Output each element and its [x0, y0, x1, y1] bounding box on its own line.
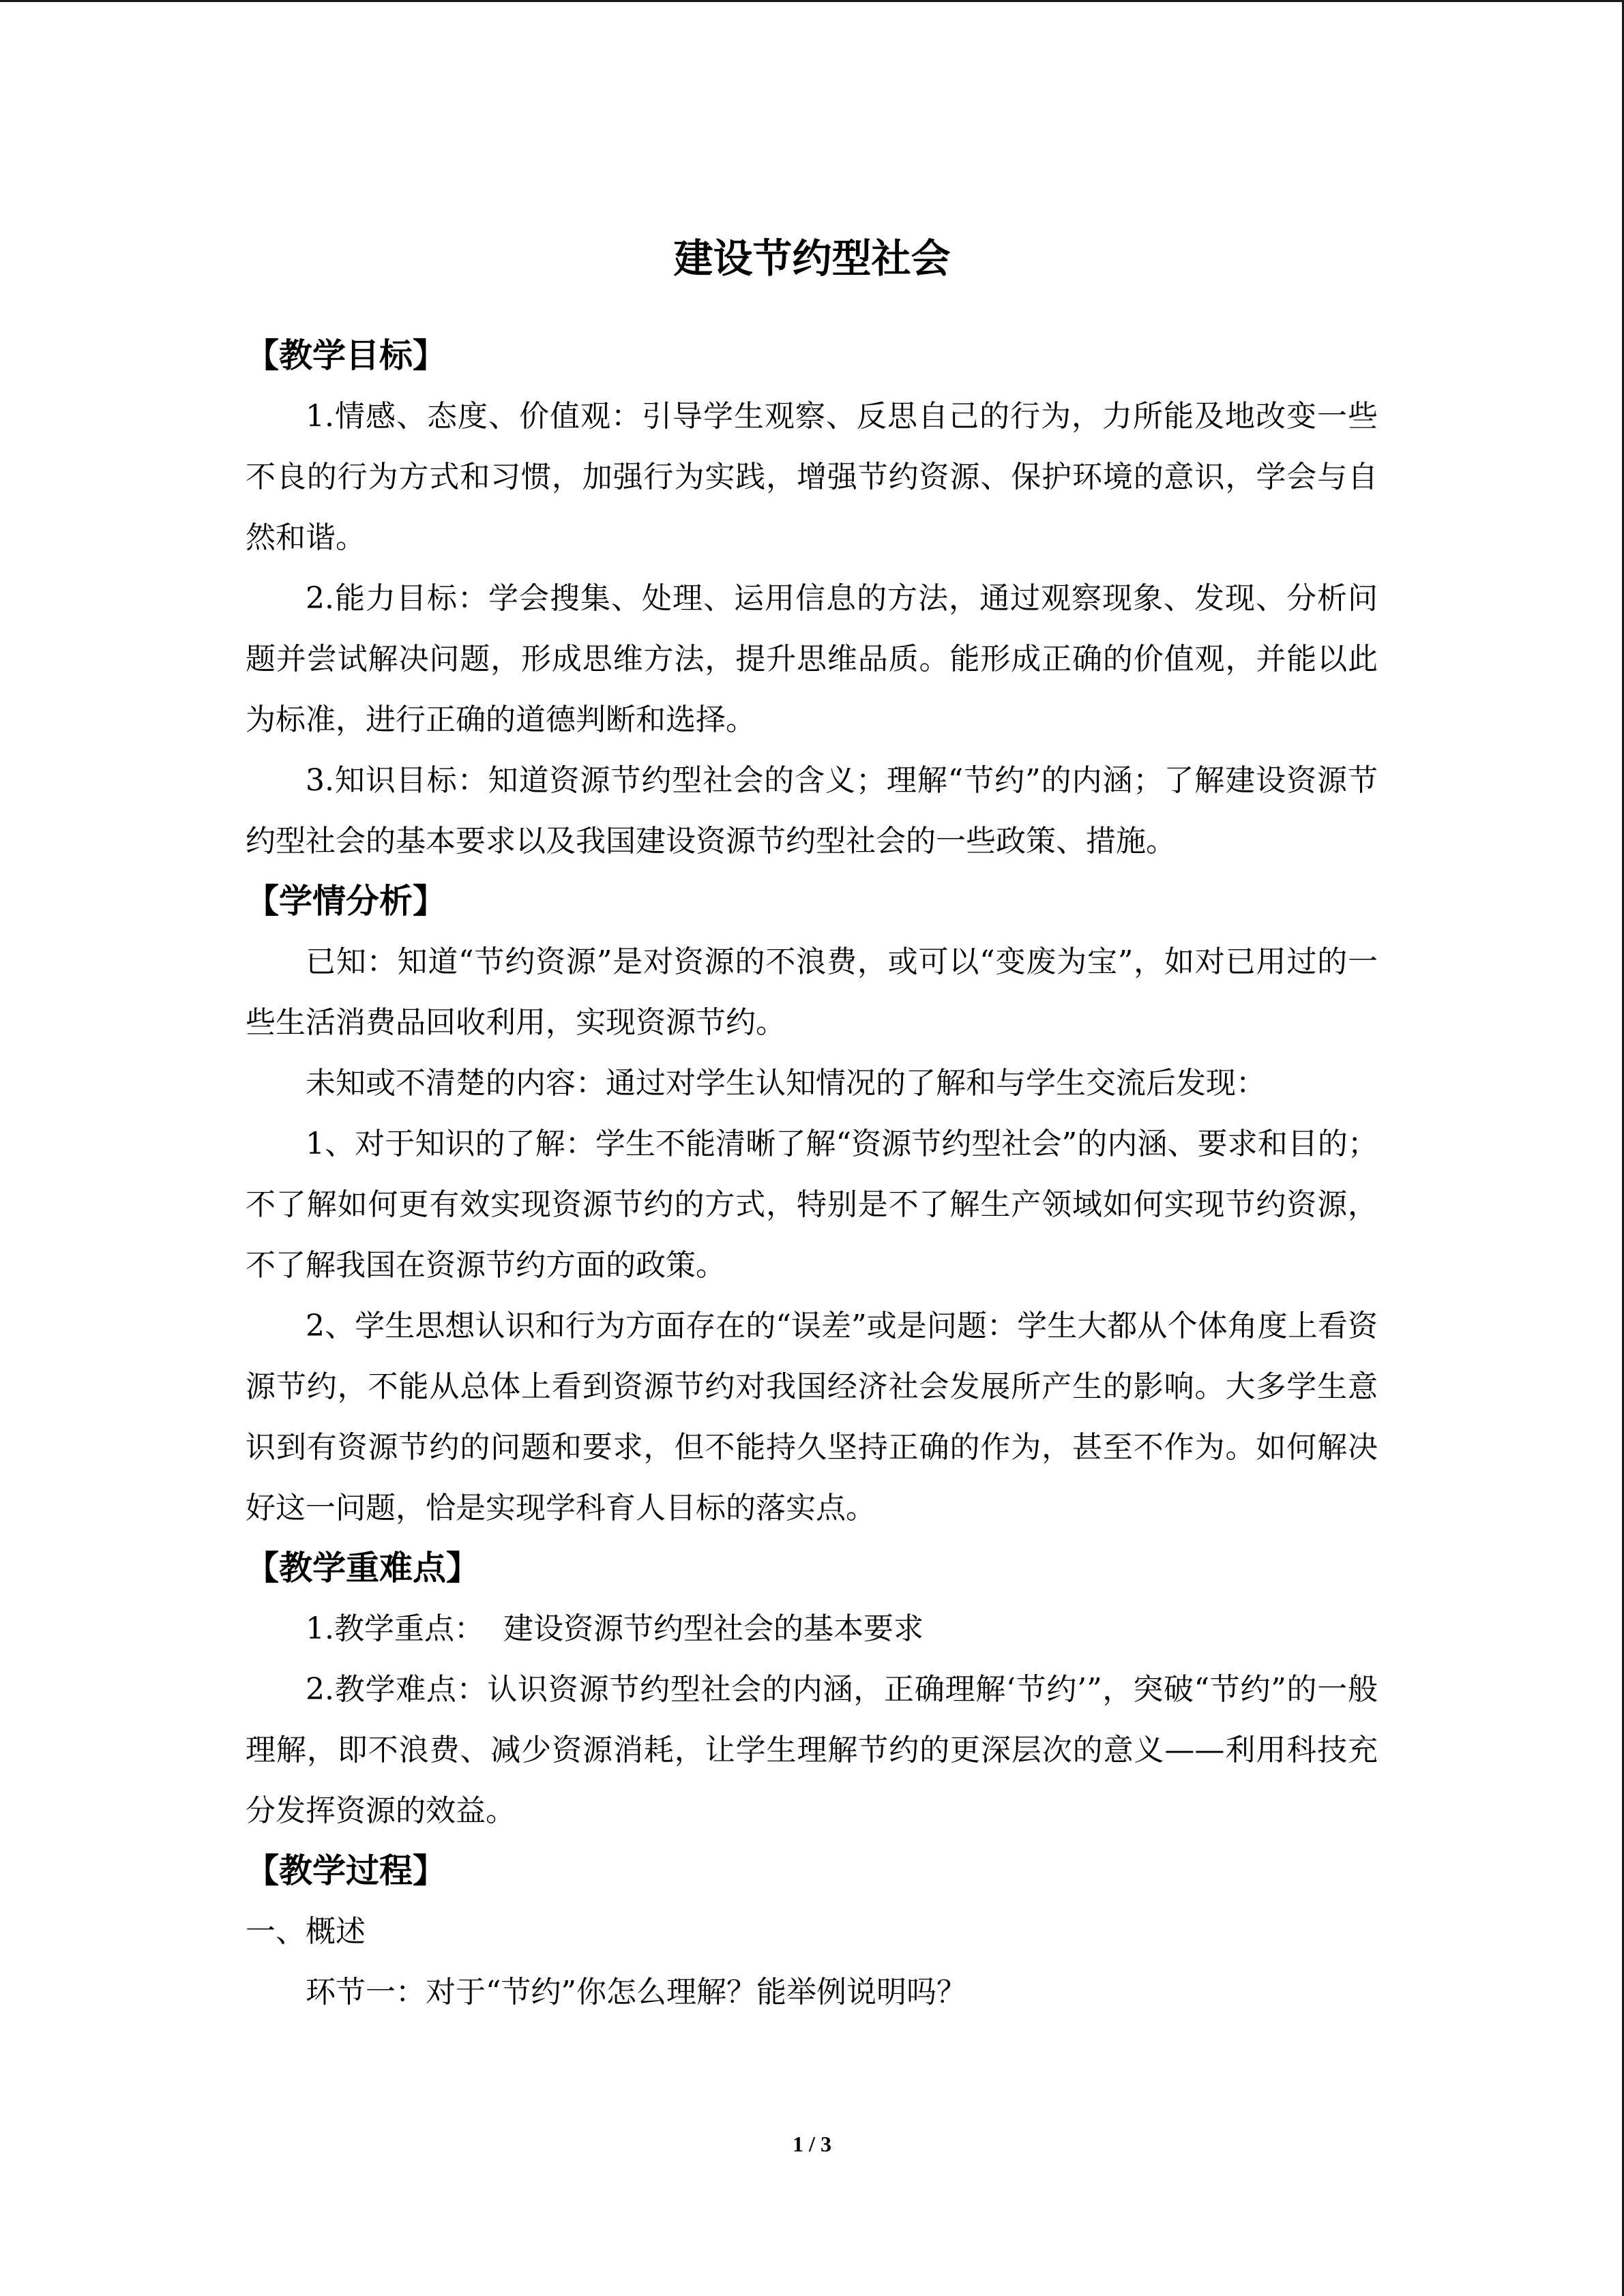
process-subheading-overview: 一、概述	[246, 1914, 366, 1949]
document-body	[246, 326, 1378, 2023]
objective-paragraph-2: 2.能力目标：学会搜集、处理、运用信息的方法，通过观察现象、发现、分析问题并尝试解决问题，形成思维方法，提升思维品质。能形成正确的价值观，并能以此为标准，进行正确的道德判断和选择。	[246, 581, 1378, 737]
difficult-point-paragraph: 2.教学难点：认识资源节约型社会的内涵，正确理解‘节约’”，突破“节约”的一般理解，即不浪费、减少资源消耗，让学生理解节约的更深层次的意义——利用科技充分发挥资源的效益。	[246, 1672, 1378, 1828]
section-heading-teaching-objectives: 【教学目标】	[246, 336, 447, 375]
key-point-paragraph: 1.教学重点： 建设资源节约型社会的基本要求	[306, 1611, 924, 1646]
objective-paragraph-3: 3.知识目标：知道资源节约型社会的含义；理解“节约”的内涵；了解建设资源节约型社会的基本要求以及我国建设资源节约型社会的一些政策、措施。	[246, 763, 1378, 859]
process-step-1-paragraph: 环节一：对于“节约”你怎么理解？能举例说明吗？	[306, 1975, 966, 2010]
section-heading-teaching-process: 【教学过程】	[246, 1851, 447, 1890]
page-border-top	[0, 0, 1624, 2]
learner-analysis-paragraph-1: 已知：知道“节约资源”是对资源的不浪费，或可以“变废为宝”，如对已用过的一些生活消费品回收利用，实现资源节约。	[246, 944, 1378, 1040]
objective-paragraph-1: 1.情感、态度、价值观：引导学生观察、反思自己的行为，力所能及地改变一些不良的行为方式和习惯，加强行为实践，增强节约资源、保护环境的意识，学会与自然和谐。	[246, 399, 1378, 555]
section-heading-key-difficult-points: 【教学重难点】	[246, 1549, 480, 1587]
learner-analysis-paragraph-4: 2、学生思想认识和行为方面存在的“误差”或是问题：学生大都从个体角度上看资源节约，不能从总体上看到资源节约对我国经济社会发展所产生的影响。大多学生意识到有资源节约的问题和要求，但不能持久坚持正确的作为，甚至不作为。如何解决好这一问题，恰是实现学科育人目标的落实点。	[246, 1309, 1378, 1525]
section-heading-learner-analysis: 【学情分析】	[246, 882, 447, 921]
page-number: 1 / 3	[793, 2132, 831, 2156]
learner-analysis-paragraph-2: 未知或不清楚的内容：通过对学生认知情况的了解和与学生交流后发现：	[306, 1066, 1266, 1101]
learner-analysis-paragraph-3: 1、对于知识的了解：学生不能清晰了解“资源节约型社会”的内涵、要求和目的；不了解如何更有效实现资源节约的方式，特别是不了解生产领域如何实现节约资源，不了解我国在资源节约方面的政策。	[246, 1127, 1378, 1283]
document-title: 建设节约型社会	[673, 235, 951, 282]
